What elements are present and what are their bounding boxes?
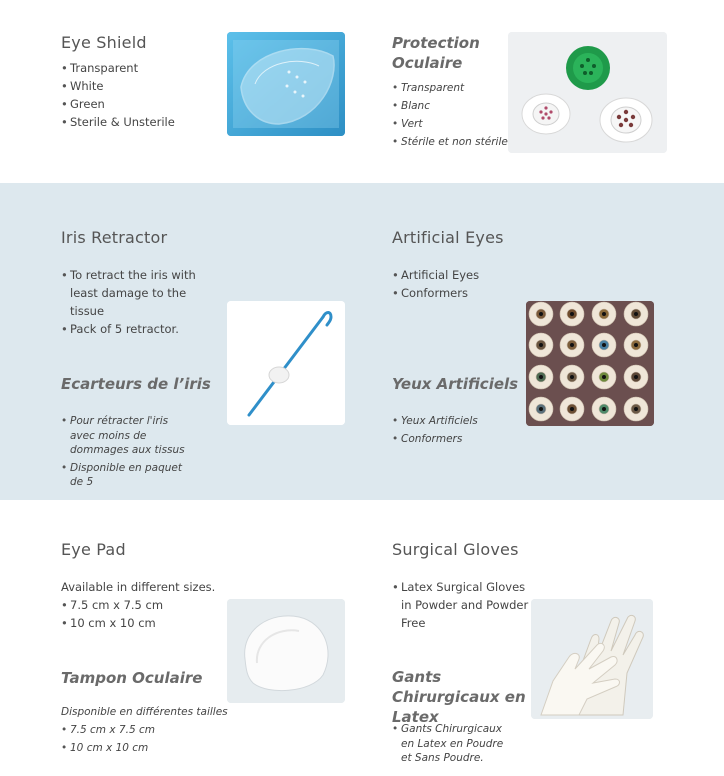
- artificial-eyes-title: Artificial Eyes: [392, 228, 504, 247]
- eyes-grid-illustration: [526, 301, 654, 426]
- tampon-oculaire-list: [61, 721, 211, 757]
- tampon-oculaire-intro: Disponible en différentes tailles: [61, 706, 228, 718]
- list-item: • Disponible en paquet de 5: [61, 461, 196, 490]
- artificial-eyes-list: [392, 266, 522, 302]
- eye-pad-list: [61, 596, 211, 632]
- list-item: • 10 cm x 10 cm: [61, 739, 211, 757]
- list-item: • Green: [61, 95, 221, 113]
- list-item: • White: [61, 77, 221, 95]
- yeux-artificiels-title: Yeux Artificiels: [392, 375, 519, 393]
- gants-chirurgicaux-title: Gants Chirurgicaux en Latex: [392, 668, 526, 726]
- surgical-gloves-list: [392, 578, 537, 632]
- list-item: • Stérile et non stérile: [392, 133, 512, 151]
- list-item: • Yeux Artificiels: [392, 412, 512, 430]
- eye-pad-title: Eye Pad: [61, 540, 126, 559]
- eye-pad-illustration: [227, 599, 345, 703]
- list-item: • Transparent: [392, 79, 512, 97]
- list-item: • Conformers: [392, 284, 522, 302]
- iris-retractor-list: [61, 266, 201, 338]
- list-item: • Artificial Eyes: [392, 266, 522, 284]
- tampon-oculaire-title: Tampon Oculaire: [61, 669, 203, 687]
- list-item: • To retract the iris with least damage to the tissue: [61, 266, 201, 320]
- gloves-illustration: [531, 599, 653, 719]
- list-item: • Gants Chirurgicaux en Latex en Poudre et Sans Poudre.: [392, 722, 517, 766]
- list-item: • Blanc: [392, 97, 512, 115]
- list-item: • Vert: [392, 115, 512, 133]
- iris-retractor-image: [227, 301, 345, 425]
- eye-shield-title: Eye Shield: [61, 33, 147, 52]
- list-item: • Sterile & Unsterile: [61, 113, 221, 131]
- list-item: • 7.5 cm x 7.5 cm: [61, 721, 211, 739]
- list-item: • Transparent: [61, 59, 221, 77]
- list-item: • 7.5 cm x 7.5 cm: [61, 596, 211, 614]
- list-item: • Pack of 5 retractor.: [61, 320, 201, 338]
- ecarteurs-iris-list: [61, 414, 196, 493]
- yeux-artificiels-list: [392, 412, 512, 448]
- list-item: • Pour rétracter l'iris avec moins de dommages aux tissus: [61, 414, 196, 458]
- artificial-eyes-image: [526, 301, 654, 426]
- iris-retractor-title: Iris Retractor: [61, 228, 168, 247]
- eye-shield-list: [61, 59, 221, 131]
- ecarteurs-iris-title: Ecarteurs de l’iris: [61, 375, 211, 393]
- gants-chirurgicaux-list: [392, 722, 517, 769]
- surgical-gloves-image: [531, 599, 653, 719]
- list-item: • 10 cm x 10 cm: [61, 614, 211, 632]
- eye-shield-image: [227, 32, 345, 136]
- eye-pad-intro: Available in different sizes.: [61, 580, 216, 594]
- list-item: • Conformers: [392, 430, 512, 448]
- eye-shields-illustration: [508, 32, 667, 153]
- protection-oculaire-list: [392, 79, 512, 151]
- protection-oculaire-title: Protection Oculaire: [392, 34, 480, 72]
- surgical-gloves-title: Surgical Gloves: [392, 540, 519, 559]
- eye-pad-image: [227, 599, 345, 703]
- list-item: • Latex Surgical Gloves in Powder and Powder Free: [392, 578, 537, 632]
- retractor-illustration: [227, 301, 345, 425]
- eye-shield-illustration: [227, 32, 345, 136]
- protection-oculaire-image: [508, 32, 667, 153]
